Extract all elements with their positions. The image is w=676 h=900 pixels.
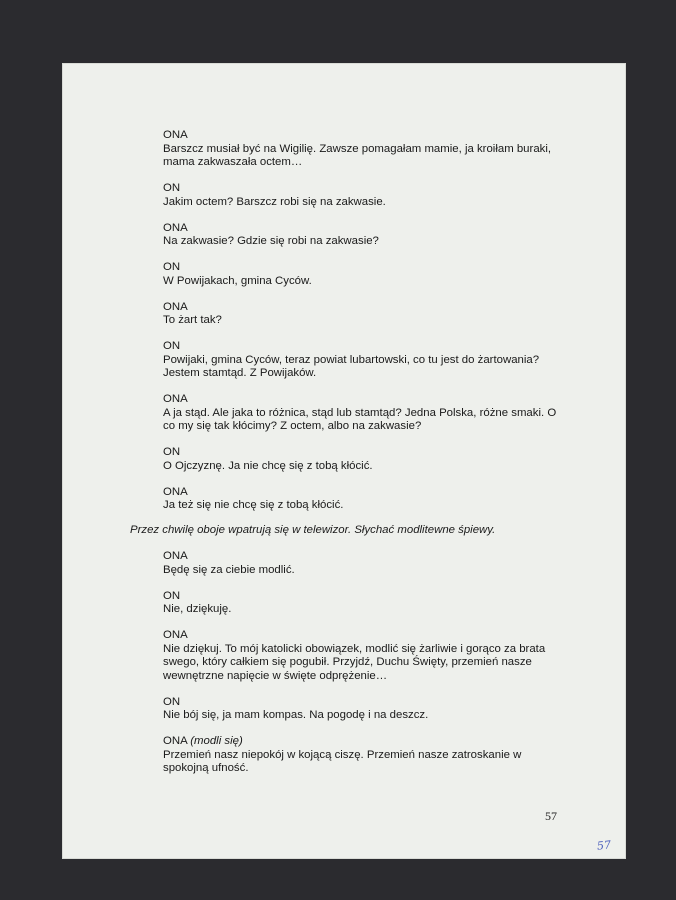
handwritten-page-number: 57 [596, 838, 612, 853]
document-page [63, 64, 625, 858]
dialogue-line: To żart tak? [163, 314, 222, 326]
speaker-name [163, 629, 563, 643]
speaker-name [163, 129, 563, 143]
speaker-name [163, 340, 563, 354]
speaker-name [163, 261, 563, 275]
dialogue-line: W Powijakach, gmina Cyców. [163, 274, 312, 287]
dialogue-line: mama zakwaszała octem… [163, 156, 303, 168]
speaker-name [163, 182, 563, 196]
speaker-label: ONA [163, 629, 188, 641]
speaker-label: ONA [163, 550, 188, 562]
dialogue-line: swego, który całkiem się pogubił. Przyjdź, Duchu Święty, przemień nasze [163, 656, 532, 668]
dialogue-block [163, 340, 563, 381]
speaker-label: ONA [163, 221, 188, 234]
stage-direction: Przez chwilę oboje wpatrują się w telewizor. Słychać modlitewne śpiewy. [130, 524, 496, 536]
speaker-name [163, 590, 563, 604]
speaker-name [163, 696, 563, 710]
dialogue-block [163, 629, 563, 683]
speaker-label: ON [163, 695, 181, 708]
dialogue-block [163, 590, 563, 617]
speaker-name [163, 486, 563, 500]
dialogue-block [163, 696, 563, 723]
dialogue-line: Nie, dziękuję. [163, 603, 232, 615]
dialogue-line: Nie bój się, ja mam kompas. Na pogodę i na deszcz. [163, 709, 429, 721]
speaker-label: ONA [163, 393, 188, 405]
dialogue-block [163, 222, 563, 249]
dialogue-block [163, 182, 563, 209]
dialogue-line: wewnętrzne napięcie w święte odprężenie… [163, 669, 388, 682]
speaker-label: ONA [163, 129, 188, 141]
dialogue-line: Powijaki, gmina Cyców, teraz powiat lubartowski, co tu jest do żartowania? [163, 353, 540, 366]
dialogue-line: Będę się za ciebie modlić. [163, 563, 295, 576]
dialogue-line: Nie dziękuj. To mój katolicki obowiązek, modlić się żarliwie i gorąco za brata [163, 642, 546, 655]
speaker-label: ONA [163, 300, 188, 313]
dialogue-block [163, 446, 563, 473]
speaker-label: ON [163, 340, 181, 352]
speaker-label: ON [163, 261, 181, 273]
dialogue-line: Jestem stamtąd. Z Powijaków. [163, 367, 317, 379]
dialogue-line: A ja stąd. Ale jaka to różnica, stąd lub stamtąd? Jedna Polska, różne smaki. O [163, 406, 557, 419]
page-number: 57 [545, 809, 557, 823]
speaker-label: ON [163, 182, 181, 194]
script-text [130, 129, 563, 788]
speaker-name [163, 393, 563, 407]
dialogue-line: Jakim octem? Barszcz robi się na zakwasie. [163, 195, 386, 208]
speaker-label: ONA [163, 485, 188, 498]
dialogue-block [163, 486, 563, 513]
speaker-name [163, 446, 563, 460]
dialogue-line: Na zakwasie? Gdzie się robi na zakwasie? [163, 235, 379, 247]
dialogue-block [163, 735, 563, 776]
dialogue-line: Ja też się nie chcę się z tobą kłócić. [163, 499, 344, 511]
speaker-name [163, 735, 563, 749]
speaker-note: (modli się) [190, 735, 243, 747]
dialogue-line: Przemień nasz niepokój w kojącą ciszę. Przemień nasze zatroskanie w [163, 748, 522, 761]
speaker-name [163, 301, 563, 315]
speaker-label: ON [163, 589, 181, 602]
speaker-name [163, 222, 563, 236]
dialogue-line: Barszcz musiał być na Wigilię. Zawsze pomagałam mamie, ja kroiłam buraki, [163, 142, 552, 155]
dialogue-line: spokojną ufność. [163, 762, 249, 774]
dialogue-line: O Ojczyznę. Ja nie chcę się z tobą kłócić. [163, 459, 373, 472]
dialogue-line: co my się tak kłócimy? Z octem, albo na zakwasie? [163, 420, 422, 432]
speaker-label: ON [163, 446, 181, 458]
dialogue-block [163, 550, 563, 577]
dialogue-block [163, 393, 563, 434]
dialogue-block [163, 261, 563, 288]
dialogue-block [163, 301, 563, 328]
speaker-label: ONA [163, 735, 188, 747]
speaker-name [163, 550, 563, 564]
dialogue-block [163, 129, 563, 170]
